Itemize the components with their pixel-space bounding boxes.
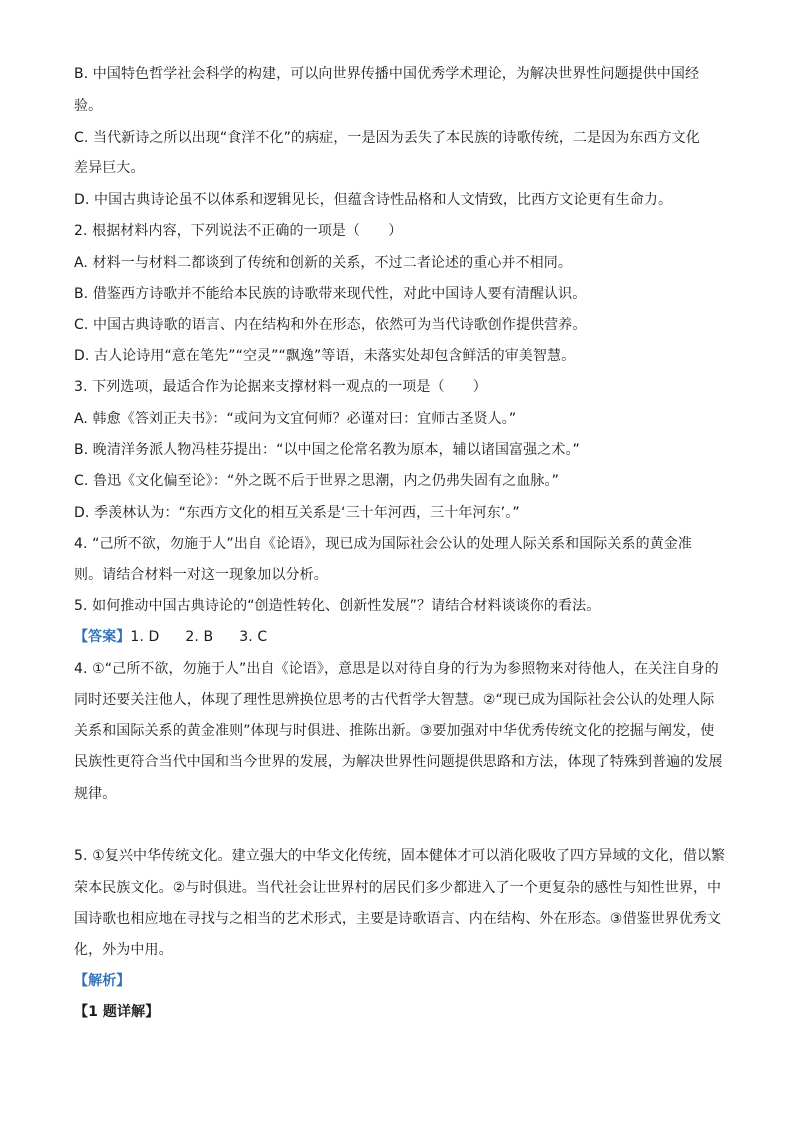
option-1d: D. 中国古典诗论虽不以体系和逻辑见长，但蕴含诗性品格和人文情致，比西方文论更有生命力。 [74,192,673,208]
option-2c: C. 中国古典诗歌的语言、内在结构和外在形态，依然可为当代诗歌创作提供营养。 [74,317,587,333]
answer-4-line1: 4. ①“己所不欲，勿施于人”出自《论语》，意思是以对待自身的行为为参照物来对待他人，在关注自身的 [74,661,719,677]
answer-4-line5: 规律。 [74,786,117,802]
option-1c-line1: C. 当代新诗之所以出现“食洋不化”的病症，一是因为丢失了本民族的诗歌传统，二是因为东西方文化 [74,130,700,146]
answer-2: 2. B [185,629,214,645]
answer-4-line3: 关系和国际关系的黄金准则”体现与时俱进、推陈出新。③要加强对中华优秀传统文化的挖掘与阐发，使 [74,723,715,739]
answer-5-line3: 国诗歌也相应地在寻找与之相当的艺术形式，主要是诗歌语言、内在结构、外在形态。③借鉴世界优秀文 [74,911,722,927]
analysis-label: 【解析】 [74,973,131,989]
option-1b-line2: 验。 [74,98,103,114]
answer-4-line4: 民族性更符合当代中国和当今世界的发展，为解决世界性问题提供思路和方法，体现了特殊到普遍的发展 [74,754,723,770]
option-3d: D. 季羡林认为：“东西方文化的相互关系是‘三十年河西，三十年河东’。” [74,505,520,521]
option-3a: A. 韩愈《答刘正夫书》：“或问为文宜何师？必谨对曰：宜师古圣贤人。” [74,411,517,427]
option-2d: D. 古人论诗用“意在笔先”“空灵”“飘逸”等语，未落实处却包含鲜活的审美智慧。 [74,348,576,364]
option-3b: B. 晚清洋务派人物冯桂芬提出：“以中国之伦常名教为原本，辅以诸国富强之术。” [74,442,580,458]
answer-5-line4: 化，外为中用。 [74,942,173,958]
question-2: 2. 根据材料内容，下列说法不正确的一项是（ ） [74,223,403,239]
option-1b-line1: B. 中国特色哲学社会科学的构建，可以向世界传播中国优秀学术理论，为解决世界性问题提供中国经 [74,66,700,82]
option-2a: A. 材料一与材料二都谈到了传统和创新的关系，不过二者论述的重心并不相同。 [74,255,572,271]
answer-3: 3. C [239,629,268,645]
answer-1: 1. D [130,629,160,645]
answer-row [74,627,734,647]
question-5: 5. 如何推动中国古典诗论的“创造性转化、创新性发展”？请结合材料谈谈你的看法。 [74,598,601,614]
option-3c: C. 鲁迅《文化偏至论》：“外之既不后于世界之思潮，内之仍弗失固有之血脉。” [74,473,559,489]
analysis-detail-heading: 【1 题详解】 [74,1004,160,1020]
answer-label: 【答案】 [74,629,131,645]
question-4-line2: 则。请结合材料一对这一现象加以分析。 [74,567,328,583]
option-1c-line2: 差异巨大。 [74,160,145,176]
question-3: 3. 下列选项，最适合作为论据来支撑材料一观点的一项是（ ） [74,379,487,395]
answer-5-line2: 荣本民族文化。②与时俱进。当代社会让世界村的居民们多少都进入了一个更复杂的感性与知性世界，中 [74,880,722,896]
answer-5-line1: 5. ①复兴中华传统文化。建立强大的中华文化传统，固本健体才可以消化吸收了四方异域的文化，借以繁 [74,848,726,864]
question-4-line1: 4. “己所不欲，勿施于人”出自《论语》，现已成为国际社会公认的处理人际关系和国际关系的黄金准 [74,536,693,552]
option-2b: B. 借鉴西方诗歌并不能给本民族的诗歌带来现代性，对此中国诗人要有清醒认识。 [74,286,587,302]
answer-4-line2: 同时还要关注他人，体现了理性思辨换位思考的古代哲学大智慧。②“现已成为国际社会公认的处理人际 [74,692,715,708]
